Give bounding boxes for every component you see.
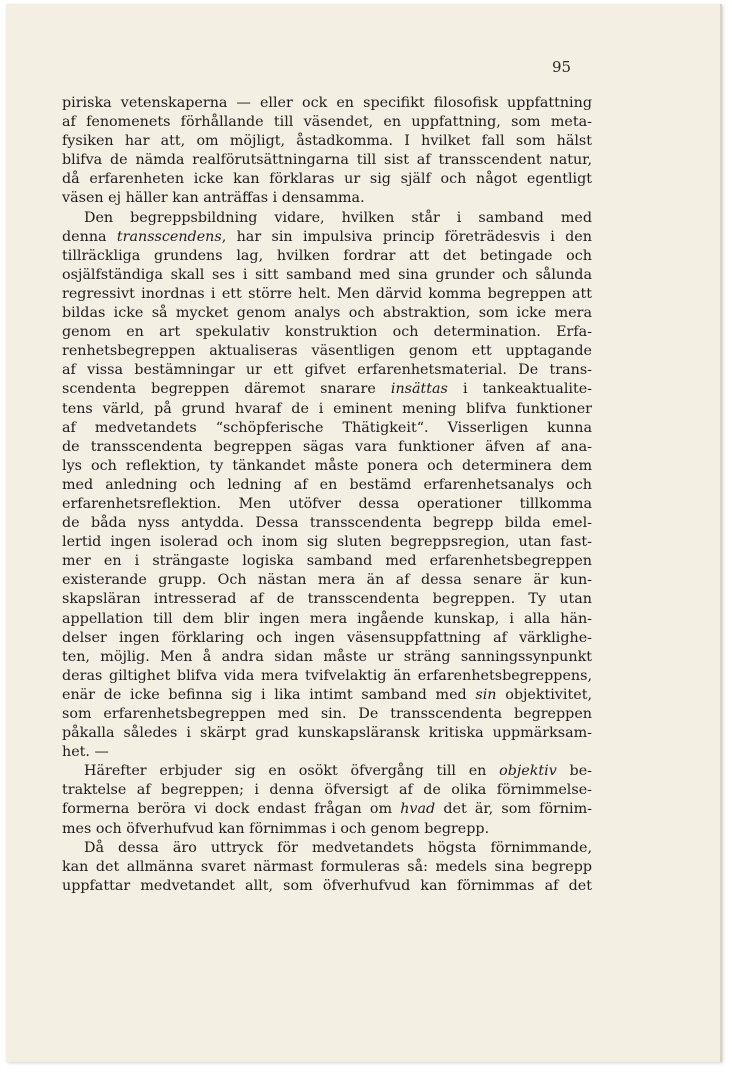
italic-term: sin [475,686,497,703]
text-line: Den begreppsbildning vidare, hvilken står i samband med [84,209,592,226]
text-line: af medvetandets “schöpferische Thätigkeit“. Visserligen kunna [62,419,592,436]
text-line: de båda nyss antydda. Dessa transscendenta begrepp bilda emel- [62,515,592,532]
text-line [62,686,592,705]
text-line: tens värld, på grund hvaraf de i eminent mening blifva funktioner [62,400,592,417]
book-page [6,4,722,1062]
text-run: formerna beröra vi dock endast frågan om [62,801,401,818]
text-run: denna [62,228,117,245]
text-run: enär de icke befinna sig i lika intimt samband med [62,686,476,703]
text-line: traktelse af begreppen; i denna öfversigt af de olika förnimmelse- [62,782,592,799]
text-line: af vissa bestämningar ur ett gifvet erfarenhetsmaterial. De trans- [62,362,592,379]
italic-term: objektiv [499,763,557,780]
text-line: som erfarenhetsbegreppen med sin. De transscendenta begreppen [62,706,592,722]
text-line: mes och öfverhufvud kan förnimmas i och genom begrepp. [62,820,490,837]
text-line: osjälfständiga skall ses i sitt samband med sina grunder och sålunda [62,266,592,283]
text-line: renhetsbegreppen aktualiseras väsentligen genom ett upptagande [62,343,592,360]
text-line: deras giltighet blifva vida mera tvifvelaktig än erfarenhetsbegreppens, [62,667,592,684]
text-run: be- [556,763,592,780]
text-line: erfarenhetsreflektion. Men utöfver dessa operationer tillkomma [62,495,592,512]
text-line: regressivt inordnas i ett större helt. Men därvid komma begreppen att [62,285,592,302]
text-line: existerande grupp. Och nästan mera än af dessa senare är kun- [62,572,592,589]
text-line: de transscendenta begreppen sägas vara funktioner äfven af ana- [62,438,592,455]
body-text [62,94,592,896]
text-line: delser ingen förklaring och ingen väsensuppfattning af värklighe- [62,629,592,646]
text-line: väsen ej häller kan anträffas i densamma. [62,190,365,207]
text-line: Då dessa äro uttryck för medvetandets högsta förnimmande, [84,839,592,856]
text-line: af fenomenets förhållande till väsendet, en uppfattning, som meta- [62,114,592,131]
text-line [62,800,592,819]
text-run: scendenta begreppen däremot snarare [62,381,391,398]
text-line: lys och reflektion, ty tänkandet måste ponera och determinera dem [62,457,592,474]
text-run: objektivitet, [496,686,592,703]
text-line: genom en art spekulativ konstruktion och determination. Erfa- [62,324,592,341]
text-line: kan det allmänna svaret närmast formuleras så: medels sina begrepp [62,858,592,875]
text-line [62,762,592,781]
text-line: mer en i strängaste logiska samband med erfarenhetsbegreppen [62,553,592,570]
text-line: blifva de nämda realförutsättningarna till sist af transscendent natur, [62,152,592,169]
italic-term: hvad [400,801,436,818]
text-line: då erfarenheten icke kan förklaras ur sig själf och något egentligt [62,171,592,188]
italic-term: transscendens [116,228,222,245]
text-line: skapsläran intresserad af de transscendenta begreppen. Ty utan [62,591,592,608]
text-line [62,228,592,247]
page-number: 95 [552,58,572,76]
text-run: Härefter erbjuder sig en osökt öfvergång till en [84,763,500,780]
text-line: het. — [62,744,109,761]
text-line: tillräckliga grundens lag, hvilken fordrar att det betingade och [62,247,592,264]
text-line: påkalla således i skärpt grad kunskapsläransk kritiska uppmärksam- [62,725,592,742]
text-line: piriska vetenskaperna — eller ock en specifikt filosofisk uppfattning [62,95,592,111]
italic-term: insättas [390,381,448,398]
text-line: appellation till dem blir ingen mera ingående kunskap, i alla hän- [62,610,592,627]
text-line [62,380,592,399]
text-line: med anledning och ledning af en bestämd erfarenhetsanalys och [62,476,592,493]
text-run: i tankeaktualite- [447,381,593,398]
text-line: ten, möjlig. Men å andra sidan måste ur sträng sanningssynpunkt [62,648,592,665]
text-run: , har sin impulsiva princip företrädesvis i den [221,228,592,245]
text-run: det är, som förnim- [435,801,592,818]
text-line: uppfattar medvetandet allt, som öfverhufvud kan förnimmas af det [62,877,592,894]
text-line: fysiken har att, om möjligt, åstadkomma. I hvilket fall som hälst [62,133,592,150]
text-line: bildas icke så mycket genom analys och abstraktion, som icke mera [62,305,592,322]
text-line: lertid ingen isolerad och inom sig sluten begreppsregion, utan fast- [62,534,592,551]
